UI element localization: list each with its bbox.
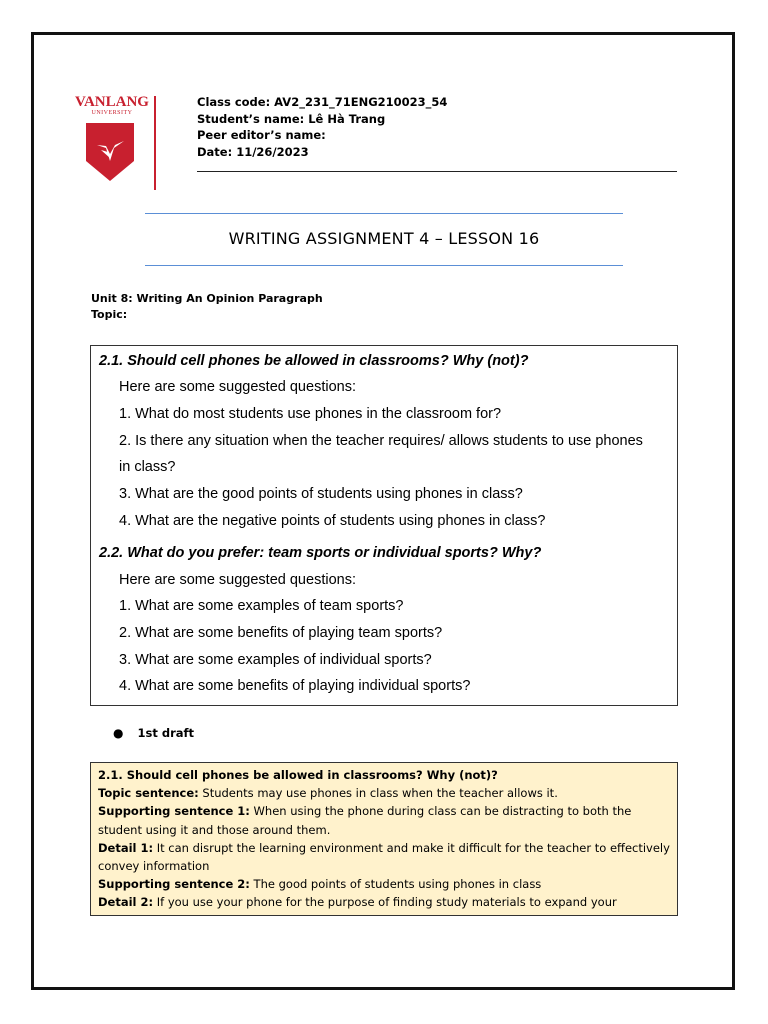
topic-question: 3. What are some examples of individual sports? [119, 652, 432, 668]
title-rule-bottom [145, 265, 623, 266]
topic-heading: 2.2. What do you prefer: team sports or individual sports? Why? [99, 545, 542, 561]
topic-question: 4. What are the negative points of students using phones in class? [119, 513, 546, 529]
topic-label: Topic: [91, 308, 128, 321]
topic-intro: Here are some suggested questions: [119, 379, 356, 395]
topic-question: 1. What are some examples of team sports? [119, 598, 404, 614]
bullet-dot-icon: ● [113, 726, 124, 740]
topic-intro: Here are some suggested questions: [119, 572, 356, 588]
topic-question: 3. What are the good points of students using phones in class? [119, 486, 523, 502]
topic-box [90, 345, 678, 706]
logo-subtitle: UNIVERSITY [91, 110, 133, 116]
logo-divider [154, 96, 156, 190]
university-logo [72, 94, 156, 192]
peer-editor: Peer editor’s name: [197, 128, 326, 142]
draft-heading: 2.1. Should cell phones be allowed in classrooms? Why (not)? [98, 768, 498, 782]
draft-support-1: Supporting sentence 1: When using the phone during class can be distracting to both the student using it and those around them. [98, 804, 632, 837]
draft-topic-sentence: Topic sentence: Students may use phones in class when the teacher allows it. [98, 786, 558, 801]
header-divider [197, 171, 677, 172]
title-rule-top [145, 213, 623, 214]
date: Date: 11/26/2023 [197, 144, 309, 159]
class-code: Class code: AV2_231_71ENG210023_54 [197, 95, 448, 109]
shield-icon [84, 121, 136, 183]
topic-heading: 2.1. Should cell phones be allowed in classrooms? Why (not)? [99, 353, 529, 369]
topic-question: 2. Is there any situation when the teacher requires/ allows students to use phones [119, 433, 643, 449]
topic-question: 1. What do most students use phones in the classroom for? [119, 406, 502, 422]
unit-title: Unit 8: Writing An Opinion Paragraph [91, 292, 323, 305]
header-info [197, 94, 447, 160]
draft-label: 1st draft [137, 726, 194, 740]
topic-question: 2. What are some benefits of playing team sports? [119, 625, 443, 641]
draft-box [90, 762, 678, 916]
draft-detail-2: Detail 2: If you use your phone for the purpose of finding study materials to expand your [98, 895, 617, 910]
draft-support-2: Supporting sentence 2: The good points of students using phones in class [98, 877, 542, 892]
draft-bullet [113, 726, 194, 740]
topic-question: 4. What are some benefits of playing individual sports? [119, 678, 471, 694]
draft-detail-1: Detail 1: It can disrupt the learning environment and make it difficult for the teacher to effectively convey information [98, 840, 670, 874]
topic-question: in class? [119, 459, 176, 475]
unit-block [91, 291, 323, 323]
page-title: WRITING ASSIGNMENT 4 – LESSON 16 [228, 229, 540, 248]
student-name: Student’s name: Lê Hà Trang [197, 111, 386, 126]
logo-name: VANLANG [75, 94, 149, 110]
